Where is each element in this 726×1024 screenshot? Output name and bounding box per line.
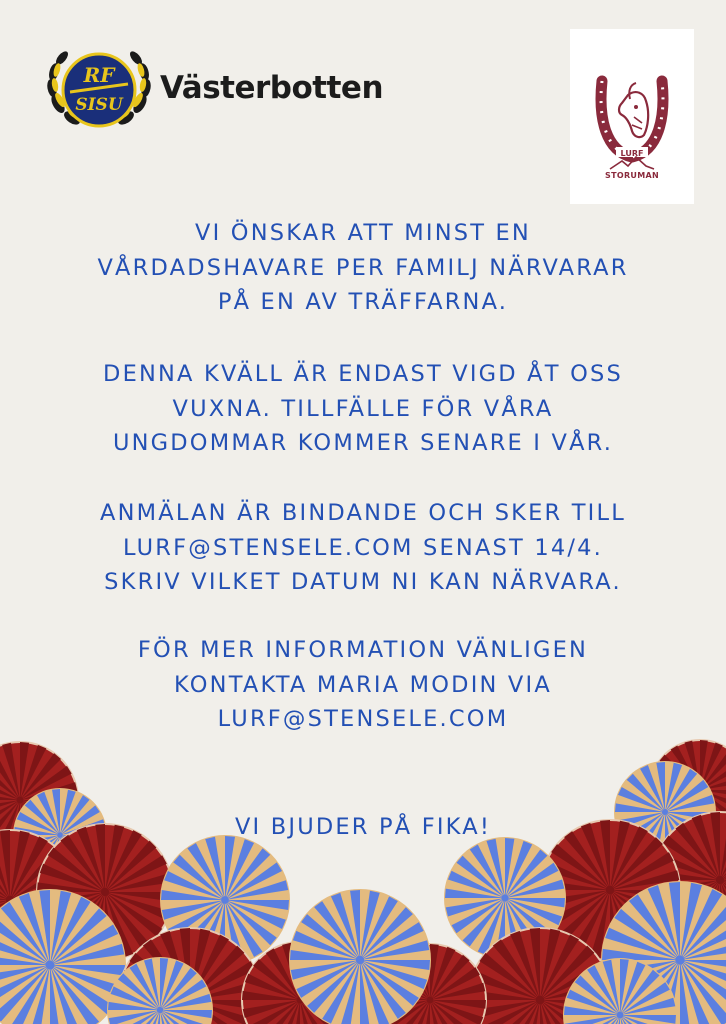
paragraph-adults-only — [20, 357, 706, 461]
lurf-badge-text: LURF — [620, 149, 644, 158]
blue-fan — [290, 890, 430, 1024]
paragraph-attendance — [20, 216, 706, 320]
paragraph-line: DENNA KVÄLL ÄR ENDAST VIGD ÅT OSS — [103, 361, 623, 387]
paragraph-line: VI BJUDER PÅ FIKA! — [234, 814, 492, 840]
lurf-caption: STORUMAN — [605, 171, 659, 180]
paragraph-line: UNGDOMMAR KOMMER SENARE I VÅR. — [112, 430, 614, 456]
paragraph-line: SKRIV VILKET DATUM NI KAN NÄRVARA. — [104, 569, 622, 595]
paragraph-registration — [20, 496, 706, 600]
region-name: Västerbotten — [160, 70, 384, 106]
paragraph-line: FÖR MER INFORMATION VÄNLIGEN — [137, 637, 589, 663]
paragraph-line: VÅRDADSHAVARE PER FAMILJ NÄRVARAR — [97, 254, 629, 281]
paragraph-line: VI ÖNSKAR ATT MINST EN — [195, 220, 531, 246]
lurf-logo-box — [570, 29, 694, 204]
paragraph-contact — [20, 633, 706, 737]
rf-sisu-logo-icon — [44, 42, 154, 142]
rf-logo-text-top: RF — [83, 63, 115, 87]
paragraph-line: KONTAKTA MARIA MODIN VIA — [174, 671, 552, 698]
paragraph-line: PÅ EN AV TRÄFFARNA. — [217, 289, 509, 315]
paragraph-line: LURF@STENSELE.COM — [217, 706, 509, 732]
paragraph-line: ANMÄLAN ÄR BINDANDE OCH SKER TILL — [100, 500, 626, 526]
rf-logo-text-bottom: SISU — [75, 95, 123, 115]
paragraph-line: LURF@STENSELE.COM SENAST 14/4. — [123, 534, 603, 561]
paragraph-line: VUXNA. TILLFÄLLE FÖR VÅRA — [172, 395, 554, 422]
paragraph-fika — [20, 810, 706, 845]
paper-fan-decoration-icon — [0, 700, 726, 1024]
